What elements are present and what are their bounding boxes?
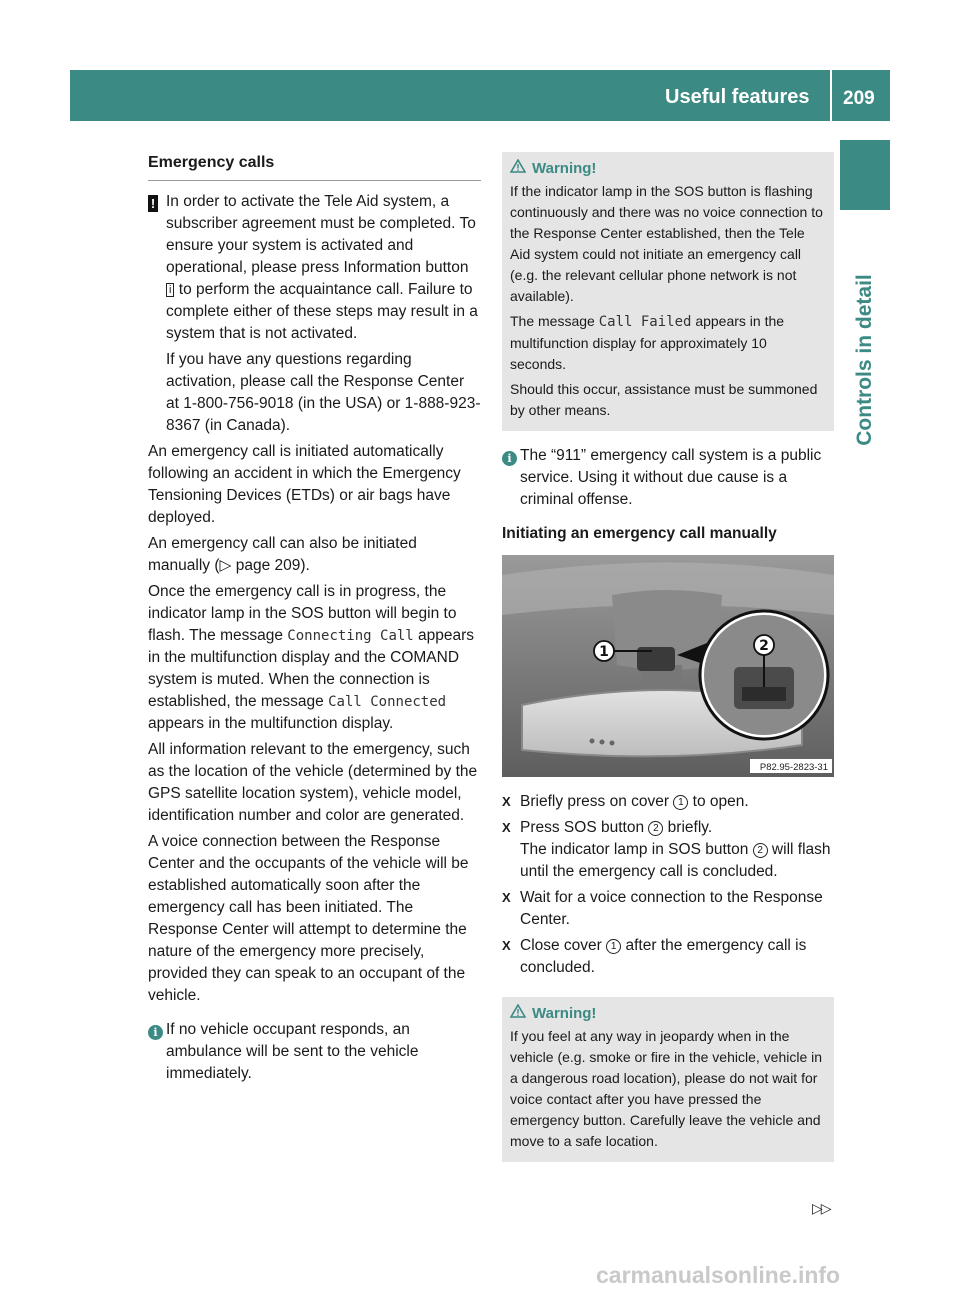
right-column — [502, 152, 834, 1176]
attention-note — [148, 191, 481, 437]
warning-triangle-icon — [510, 158, 526, 179]
exclamation-icon: ! — [148, 193, 158, 215]
display-message: Connecting Call — [287, 628, 414, 644]
info-note: i If no vehicle occupant responds, an ambulance will be sent to the vehicle immediately. — [148, 1019, 481, 1085]
section-heading: Emergency calls — [148, 152, 481, 181]
warning-paragraph: If you feel at any way in jeopardy when in the vehicle (e.g. smoke or fire in the vehicle, vehicle in a dangerous road location), please do not wait for voice contact after you have pressed the emergency button. Carefully leave the vehicle and move to a safe location. — [510, 1028, 823, 1149]
step-arrow-icon: X — [502, 794, 511, 809]
side-chapter-label: Controls in detail — [853, 274, 876, 446]
note-paragraph: If you have any questions regarding activation, please call the Response Center at 1-800-756-9018 (in the USA) or 1-888-923-8367 (in Canada). — [166, 351, 481, 434]
figure-code: P82.95-2823-31 — [759, 762, 828, 773]
warning-triangle-icon — [510, 1003, 526, 1024]
overhead-control-panel-photo — [502, 555, 834, 777]
instruction-step: X Briefly press on cover 1 to open. — [502, 791, 834, 813]
paragraph: All information relevant to the emergency, such as the location of the vehicle (determined by the GPS satellite location system), vehicle model, identification number and color are generated. — [148, 741, 478, 824]
paragraph: A voice connection between the Response Center and the occupants of the vehicle will be established automatically soon after the emergency call has been initiated. The Response Center will attempt to determine the nature of the emergency more precisely, provided they can speak to an occupant of the vehicle. — [148, 833, 469, 1004]
header-separator — [830, 70, 832, 121]
callout-2-label: 2 — [759, 638, 769, 654]
footer-watermark: carmanualsonline.info — [596, 1262, 841, 1288]
step-arrow-icon: X — [502, 890, 511, 905]
info-note: i The “911” emergency call system is a public service. Using it without due cause is a criminal offense. — [502, 445, 834, 511]
paragraph: An emergency call can also be initiated manually (▷ page 209). — [148, 535, 417, 574]
warning-paragraph: If the indicator lamp in the SOS button is flashing continuously and there was no voice connection to the Response Center established, then the Tele Aid system could not initiate an emergency call (e.g. the relevant cellular phone network is not available). — [510, 183, 823, 304]
warning-box — [502, 152, 834, 431]
callout-ref: 1 — [606, 939, 621, 954]
paragraph: Once the emergency call is in progress, the indicator lamp in the SOS button will begin to flash. The message Connecting Call appears in the multifunction display and the COMAND system is muted. When the connection is established, the message Call Connected appears in the multifunction display. — [148, 583, 475, 732]
section-title: Useful features — [665, 86, 810, 108]
left-column — [148, 152, 481, 1089]
callout-ref: 2 — [753, 843, 768, 858]
continue-marker: ▷▷ — [812, 1200, 830, 1216]
subheading: Initiating an emergency call manually — [502, 525, 777, 542]
callout-ref: 2 — [648, 821, 663, 836]
display-message: Call Connected — [328, 694, 447, 710]
step-arrow-icon: X — [502, 938, 511, 953]
instruction-step: X Press SOS button 2 briefly. The indicator lamp in SOS button 2 will flash until the emergency call is concluded. — [502, 819, 831, 880]
callout-ref: 1 — [673, 795, 688, 810]
info-icon: i — [148, 1021, 163, 1043]
page-number: 209 — [843, 88, 875, 109]
side-tab — [840, 140, 890, 210]
information-button-icon: i — [166, 283, 174, 297]
step-arrow-icon: X — [502, 820, 511, 835]
display-message: Call Failed — [598, 314, 692, 330]
instruction-step: X Close cover 1 after the emergency call is concluded. — [502, 937, 807, 976]
paragraph: An emergency call is initiated automatically following an accident in which the Emergency Tensioning Devices (ETDs) or air bags have deployed. — [148, 443, 461, 526]
note-paragraph: In order to activate the Tele Aid system, a subscriber agreement must be completed. To ensure your system is activated and operational, please press Information button i to perform the acquaintance call. Failure to complete either of these steps may result in a system that is not activated. — [166, 193, 478, 342]
warning-paragraph: The message Call Failed appears in the multifunction display for approximately 10 seconds. — [510, 313, 785, 372]
info-icon: i — [502, 447, 517, 469]
callout-1-label: 1 — [599, 644, 609, 660]
warning-box — [502, 997, 834, 1162]
instruction-step: X Wait for a voice connection to the Response Center. — [502, 889, 823, 928]
warning-header: Warning! — [510, 1003, 826, 1024]
warning-paragraph: Should this occur, assistance must be summoned by other means. — [510, 381, 818, 418]
warning-header: Warning! — [510, 158, 826, 179]
